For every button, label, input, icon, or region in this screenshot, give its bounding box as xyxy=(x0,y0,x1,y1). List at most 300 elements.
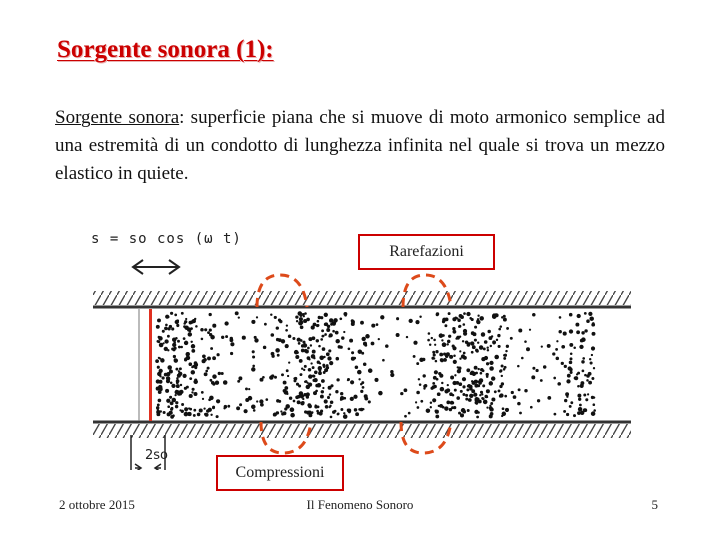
particle xyxy=(321,390,324,393)
particle xyxy=(172,348,175,351)
particle xyxy=(360,321,364,325)
particle xyxy=(426,408,431,413)
particle xyxy=(225,335,228,338)
particle xyxy=(358,378,360,380)
particle xyxy=(321,379,325,383)
particle xyxy=(317,412,320,415)
particle xyxy=(593,403,596,406)
particle xyxy=(199,408,203,412)
particle xyxy=(332,330,335,333)
particle xyxy=(354,408,357,411)
footer-title: Il Fenomeno Sonoro xyxy=(306,497,414,512)
particle xyxy=(303,369,305,371)
particle xyxy=(561,345,565,349)
particle xyxy=(275,348,280,353)
particle xyxy=(483,400,488,405)
particle xyxy=(343,414,348,419)
particle xyxy=(183,374,187,378)
particle xyxy=(529,329,531,331)
particle xyxy=(184,357,187,360)
particle xyxy=(416,362,419,365)
particle xyxy=(459,350,461,352)
particle xyxy=(475,349,478,352)
particle xyxy=(503,318,507,322)
particle xyxy=(432,351,435,354)
particle xyxy=(547,396,551,400)
particle xyxy=(446,401,450,405)
particle xyxy=(328,335,331,338)
particle xyxy=(453,406,456,409)
particle xyxy=(547,344,551,348)
particle xyxy=(304,365,307,368)
slide-body-text xyxy=(55,104,665,188)
particle xyxy=(305,350,309,354)
particle xyxy=(276,338,279,341)
particle xyxy=(449,355,453,359)
particle xyxy=(238,316,240,318)
particle xyxy=(156,406,159,409)
particle xyxy=(460,390,463,393)
particle xyxy=(579,345,583,349)
particle xyxy=(328,386,332,390)
particle xyxy=(441,339,443,341)
particle xyxy=(175,401,178,404)
particle xyxy=(288,335,292,339)
particle xyxy=(164,339,168,343)
particle xyxy=(404,388,408,392)
particle xyxy=(503,368,506,371)
particle xyxy=(157,372,161,376)
particle xyxy=(570,352,573,355)
particle xyxy=(490,345,492,347)
particle xyxy=(169,366,171,368)
particle xyxy=(586,374,590,378)
particle xyxy=(210,335,214,339)
particle xyxy=(361,381,364,384)
rarefaction-label: Rarefazioni xyxy=(358,234,495,270)
particle xyxy=(308,337,312,341)
particle xyxy=(477,342,479,344)
particle xyxy=(479,378,484,383)
particle xyxy=(298,342,301,345)
particle xyxy=(322,387,324,389)
particle xyxy=(181,312,184,315)
particle xyxy=(317,324,320,327)
particle xyxy=(301,401,305,405)
particle xyxy=(281,373,284,376)
particle xyxy=(360,390,363,393)
particle xyxy=(167,327,170,330)
particle xyxy=(368,368,373,373)
particle xyxy=(415,401,417,403)
particle xyxy=(313,378,317,382)
particle xyxy=(327,356,331,360)
particle xyxy=(486,346,488,348)
particle xyxy=(239,403,242,406)
particle xyxy=(285,329,288,332)
particle xyxy=(334,410,337,413)
particle xyxy=(177,340,180,343)
particle xyxy=(434,344,436,346)
particle xyxy=(371,342,375,346)
particle xyxy=(569,313,573,317)
particle xyxy=(499,385,502,388)
particle xyxy=(588,312,592,316)
particle xyxy=(506,345,509,348)
particle xyxy=(576,330,580,334)
particle xyxy=(496,339,498,341)
particle xyxy=(343,412,345,414)
particle xyxy=(489,406,493,410)
particle xyxy=(427,339,430,342)
particle xyxy=(368,400,371,403)
particle xyxy=(435,410,438,413)
particle xyxy=(299,359,303,363)
particle xyxy=(486,389,490,393)
particle xyxy=(455,337,457,339)
particle xyxy=(489,366,494,371)
particle xyxy=(171,384,175,388)
particle xyxy=(554,413,557,416)
particle xyxy=(166,377,170,381)
particle xyxy=(471,318,474,321)
particle xyxy=(432,382,435,385)
particle xyxy=(227,405,230,408)
particle xyxy=(171,327,174,330)
particle xyxy=(185,412,188,415)
particle xyxy=(420,400,423,403)
particle xyxy=(221,372,224,375)
particle xyxy=(452,346,456,350)
particle xyxy=(295,315,298,318)
particle xyxy=(423,374,426,377)
particle xyxy=(347,379,349,381)
particle xyxy=(428,332,431,335)
particle xyxy=(461,354,465,358)
particle xyxy=(252,350,255,353)
particle xyxy=(454,374,456,376)
particle xyxy=(330,401,334,405)
particle xyxy=(458,382,462,386)
particle xyxy=(184,341,188,345)
particle xyxy=(285,344,289,348)
particle xyxy=(364,394,368,398)
particle xyxy=(556,357,560,361)
particle xyxy=(474,339,477,342)
particle xyxy=(467,409,470,412)
particle xyxy=(164,327,168,331)
particle xyxy=(456,317,458,319)
particle xyxy=(563,332,567,336)
particle xyxy=(506,327,509,330)
particle xyxy=(189,394,193,398)
particle xyxy=(591,411,596,416)
particle xyxy=(300,325,304,329)
particle xyxy=(517,365,520,368)
particle xyxy=(581,337,586,342)
particle xyxy=(209,313,212,316)
particle xyxy=(188,412,192,416)
particle xyxy=(251,320,255,324)
particle xyxy=(578,398,581,401)
particle xyxy=(491,376,495,380)
particle xyxy=(308,374,312,378)
particle xyxy=(593,367,595,369)
particle xyxy=(378,338,380,340)
particle xyxy=(189,377,192,380)
particle xyxy=(287,375,289,377)
particle xyxy=(329,406,331,408)
particle xyxy=(419,383,422,386)
particle xyxy=(209,329,212,332)
particle xyxy=(283,381,287,385)
particle xyxy=(477,384,480,387)
particle xyxy=(440,359,443,362)
particle xyxy=(167,316,169,318)
particle xyxy=(254,338,258,342)
particle xyxy=(176,324,179,327)
particle xyxy=(181,403,184,406)
particle xyxy=(174,358,177,361)
particle xyxy=(413,341,417,345)
particle xyxy=(157,403,160,406)
particle xyxy=(297,400,301,404)
particle xyxy=(288,361,290,363)
particle xyxy=(164,373,168,377)
particle xyxy=(157,318,161,322)
particle xyxy=(468,398,472,402)
particle xyxy=(311,354,316,359)
slide-title: Sorgente sonora (1): xyxy=(57,36,274,63)
particle xyxy=(269,375,273,379)
particle xyxy=(489,361,493,365)
particle xyxy=(286,369,289,372)
particle xyxy=(262,376,265,379)
particle xyxy=(178,370,180,372)
particle xyxy=(432,398,436,402)
particle xyxy=(290,413,295,418)
particle xyxy=(449,392,453,396)
bottom-wall-hatching xyxy=(93,424,631,438)
particle xyxy=(212,374,216,378)
particle xyxy=(591,377,594,380)
particle xyxy=(540,379,543,382)
particle xyxy=(185,318,187,320)
particle xyxy=(326,364,329,367)
particle xyxy=(478,368,480,370)
particle xyxy=(173,355,176,358)
particle xyxy=(521,357,524,360)
particle xyxy=(190,327,193,330)
particle xyxy=(465,398,468,401)
particle xyxy=(501,415,503,417)
particle xyxy=(167,405,170,408)
particle xyxy=(479,316,484,321)
particle xyxy=(459,358,461,360)
particle xyxy=(565,392,569,396)
particle xyxy=(586,319,590,323)
particle xyxy=(524,389,527,392)
particle xyxy=(328,349,331,352)
particle xyxy=(567,374,571,378)
particle xyxy=(536,369,539,372)
particle xyxy=(468,384,471,387)
particle xyxy=(210,414,212,416)
particle xyxy=(569,343,573,347)
particle xyxy=(498,389,501,392)
particle xyxy=(511,391,514,394)
particle xyxy=(217,353,220,356)
particle xyxy=(501,364,504,367)
particle xyxy=(581,331,584,334)
particle xyxy=(400,392,403,395)
particle xyxy=(406,336,408,338)
particle xyxy=(162,330,165,333)
particle xyxy=(347,409,350,412)
particle xyxy=(441,382,443,384)
particle xyxy=(456,396,460,400)
particle xyxy=(446,352,450,356)
particle xyxy=(557,382,561,386)
particle xyxy=(212,383,215,386)
particle xyxy=(490,402,493,405)
particle xyxy=(284,407,287,410)
particle xyxy=(252,365,255,368)
particle xyxy=(172,398,176,402)
particle xyxy=(454,389,457,392)
particle xyxy=(308,358,310,360)
particle xyxy=(462,340,464,342)
particle xyxy=(312,350,316,354)
particle xyxy=(157,366,160,369)
particle xyxy=(360,408,364,412)
particle xyxy=(252,355,255,358)
particle xyxy=(433,339,436,342)
particle xyxy=(487,349,489,351)
particle xyxy=(194,363,198,367)
particle xyxy=(499,394,503,398)
particle xyxy=(439,333,444,338)
particle xyxy=(413,355,416,358)
particle xyxy=(248,388,250,390)
particle xyxy=(484,340,488,344)
particle xyxy=(444,324,447,327)
particle xyxy=(205,370,208,373)
particle xyxy=(362,337,366,341)
particle xyxy=(453,355,456,358)
particle xyxy=(290,407,295,412)
particle xyxy=(506,409,509,412)
particle xyxy=(587,393,589,395)
particle xyxy=(274,376,277,379)
particle xyxy=(325,405,329,409)
particle xyxy=(474,380,478,384)
particle xyxy=(186,386,189,389)
particle xyxy=(329,361,333,365)
particle xyxy=(471,331,475,335)
particle xyxy=(174,314,177,317)
particle xyxy=(314,371,318,375)
particle xyxy=(323,371,326,374)
particle xyxy=(176,379,180,383)
particle xyxy=(191,391,193,393)
particle xyxy=(201,338,204,341)
particle xyxy=(188,407,190,409)
particle xyxy=(543,365,546,368)
particle xyxy=(503,357,506,360)
particle xyxy=(439,404,443,408)
particle xyxy=(430,406,432,408)
particle xyxy=(457,369,461,373)
particle xyxy=(385,344,389,348)
particle xyxy=(446,388,450,392)
particle xyxy=(376,323,379,326)
particle xyxy=(566,379,570,383)
particle xyxy=(336,378,339,381)
particle xyxy=(459,314,463,318)
particle xyxy=(355,412,359,416)
particle xyxy=(179,367,182,370)
particle xyxy=(569,361,573,365)
particle xyxy=(281,412,284,415)
particle xyxy=(570,357,573,360)
particle xyxy=(457,336,459,338)
particle xyxy=(294,379,297,382)
particle xyxy=(308,383,312,387)
particle xyxy=(537,399,540,402)
particle xyxy=(335,339,339,343)
particle xyxy=(193,380,198,385)
particle xyxy=(192,388,195,391)
particle xyxy=(284,390,289,395)
particle xyxy=(223,380,228,385)
particle xyxy=(163,411,166,414)
particle xyxy=(476,320,480,324)
particle xyxy=(357,370,362,375)
particle xyxy=(589,358,591,360)
particle xyxy=(343,312,347,316)
particle xyxy=(175,337,178,340)
particle xyxy=(324,322,328,326)
particle xyxy=(484,356,488,360)
particle xyxy=(208,408,212,412)
particle xyxy=(193,409,196,412)
particle xyxy=(500,325,503,328)
particle xyxy=(470,341,474,345)
particle xyxy=(209,379,212,382)
particle xyxy=(335,390,338,393)
particle xyxy=(569,405,572,408)
particle xyxy=(162,376,165,379)
particle xyxy=(337,412,340,415)
particle xyxy=(435,350,438,353)
particle xyxy=(292,337,295,340)
particle xyxy=(212,324,216,328)
particle xyxy=(353,357,356,360)
particle xyxy=(488,336,492,340)
particle xyxy=(450,376,454,380)
body-term: Sorgente sonora xyxy=(55,107,180,128)
particle xyxy=(238,376,242,380)
particle xyxy=(324,313,328,317)
particle xyxy=(299,312,302,315)
particle xyxy=(582,370,585,373)
particle xyxy=(531,375,535,379)
particle xyxy=(552,352,555,355)
oscillation-arrow-icon xyxy=(133,260,179,274)
particle xyxy=(324,333,327,336)
particle xyxy=(351,320,355,324)
